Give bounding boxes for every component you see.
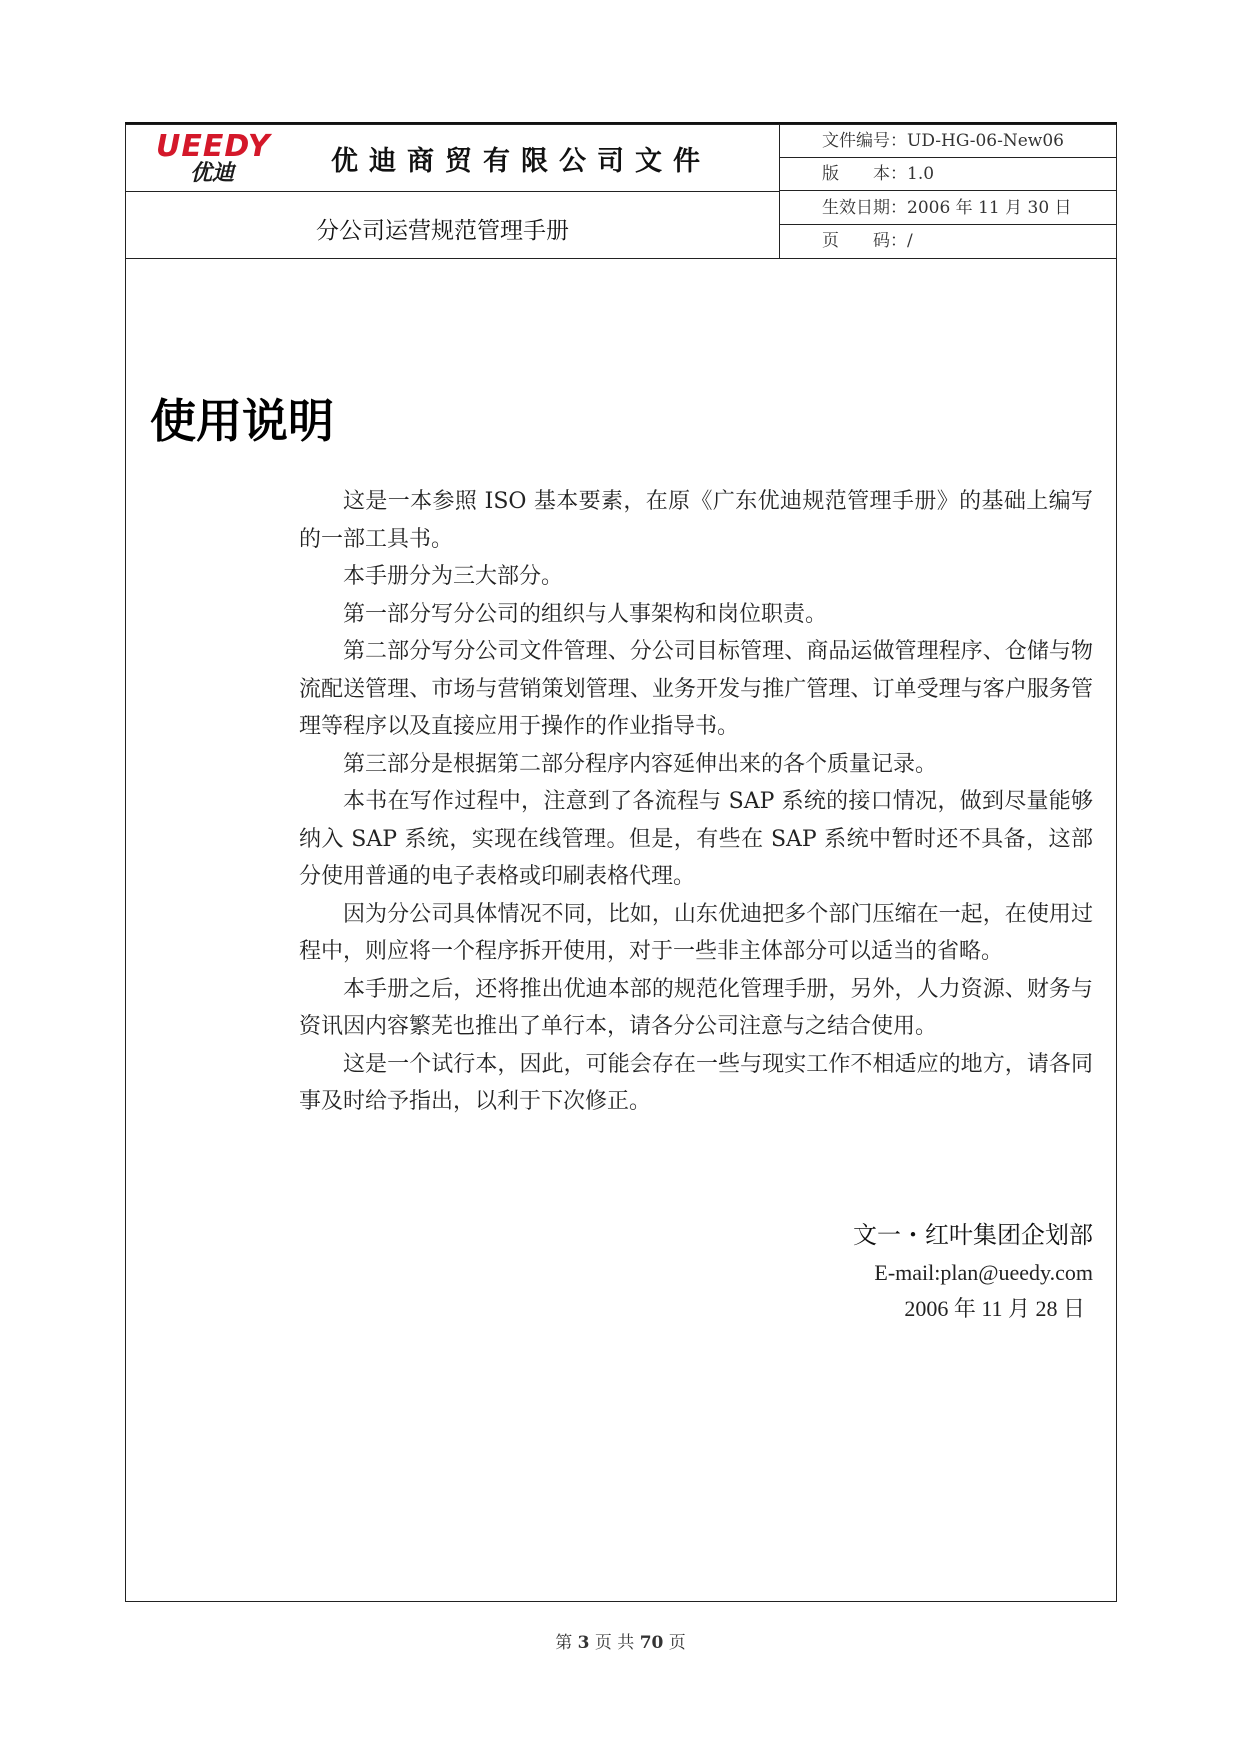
effective-date-row	[780, 192, 1116, 225]
paragraph: 第二部分写分公司文件管理、分公司目标管理、商品运做管理程序、仓储与物流配送管理、市场与营销策划管理、业务开发与推广管理、订单受理与客户服务管理等程序以及直接应用于操作的作业指导书。	[299, 639, 1093, 739]
document-header	[126, 125, 1116, 259]
effective-date-value: 2006 年 11 月 30 日	[907, 198, 1072, 218]
version-label: 版 本：	[822, 164, 907, 184]
signature-department: 文一・红叶集团企划部	[853, 1221, 1093, 1249]
version-row	[780, 158, 1116, 191]
page-code-row	[780, 225, 1116, 258]
paragraph: 这是一本参照 ISO 基本要素，在原《广东优迪规范管理手册》的基础上编写的一部工具书。	[299, 489, 1093, 552]
header-meta	[780, 125, 1116, 258]
page-code-value: /	[907, 231, 913, 251]
paragraph: 这是一个试行本，因此，可能会存在一些与现实工作不相适应的地方，请各同事及时给予指出，以利于下次修正。	[299, 1051, 1093, 1114]
effective-date-label: 生效日期：	[822, 198, 907, 218]
signature-block	[853, 1215, 1093, 1327]
paragraph: 本手册之后，还将推出优迪本部的规范化管理手册，另外，人力资源、财务与资讯因内容繁芜也推出了单行本，请各分公司注意与之结合使用。	[299, 976, 1093, 1039]
page-code-label: 页 码：	[822, 231, 907, 251]
manual-title: 分公司运营规范管理手册	[316, 218, 569, 244]
document-frame	[125, 124, 1117, 1602]
company-name: 优迪商贸有限公司文件	[331, 146, 711, 177]
paragraph: 本书在写作过程中，注意到了各流程与 SAP 系统的接口情况，做到尽量能够纳入 SAP 系统，实现在线管理。但是，有些在 SAP 系统中暂时还不具备，这部分使用普通的电子表格或印刷表格代理。	[299, 789, 1093, 889]
footer-prefix: 第	[555, 1633, 573, 1653]
version-value: 1.0	[907, 164, 935, 184]
footer-suffix: 页	[668, 1633, 686, 1653]
body-text	[299, 483, 1093, 1121]
doc-number-row	[780, 125, 1116, 158]
page-footer	[0, 1628, 1241, 1653]
paragraph: 第一部分写分公司的组织与人事架构和岗位职责。	[343, 601, 828, 627]
header-company-cell	[126, 125, 779, 192]
footer-total-pages: 70	[639, 1633, 664, 1653]
header-title-cell	[126, 192, 779, 258]
signature-email: E-mail:plan@ueedy.com	[874, 1260, 1093, 1285]
footer-page-number: 3	[577, 1633, 590, 1653]
paragraph: 本手册分为三大部分。	[343, 564, 564, 589]
doc-number-value: UD-HG-06-New06	[907, 131, 1064, 151]
doc-number-label: 文件编号：	[822, 131, 907, 151]
company-logo	[156, 131, 296, 187]
footer-mid: 页 共	[594, 1633, 635, 1653]
logo-chinese: 优迪	[190, 161, 235, 186]
section-title: 使用说明	[150, 394, 334, 448]
paragraph: 第三部分是根据第二部分程序内容延伸出来的各个质量记录。	[343, 751, 938, 777]
paragraph: 因为分公司具体情况不同，比如，山东优迪把多个部门压缩在一起，在使用过程中，则应将一个程序拆开使用，对于一些非主体部分可以适当的省略。	[299, 901, 1093, 964]
logo-wordmark: UEEDY	[156, 129, 271, 164]
signature-date: 2006 年 11 月 28 日	[904, 1296, 1085, 1321]
